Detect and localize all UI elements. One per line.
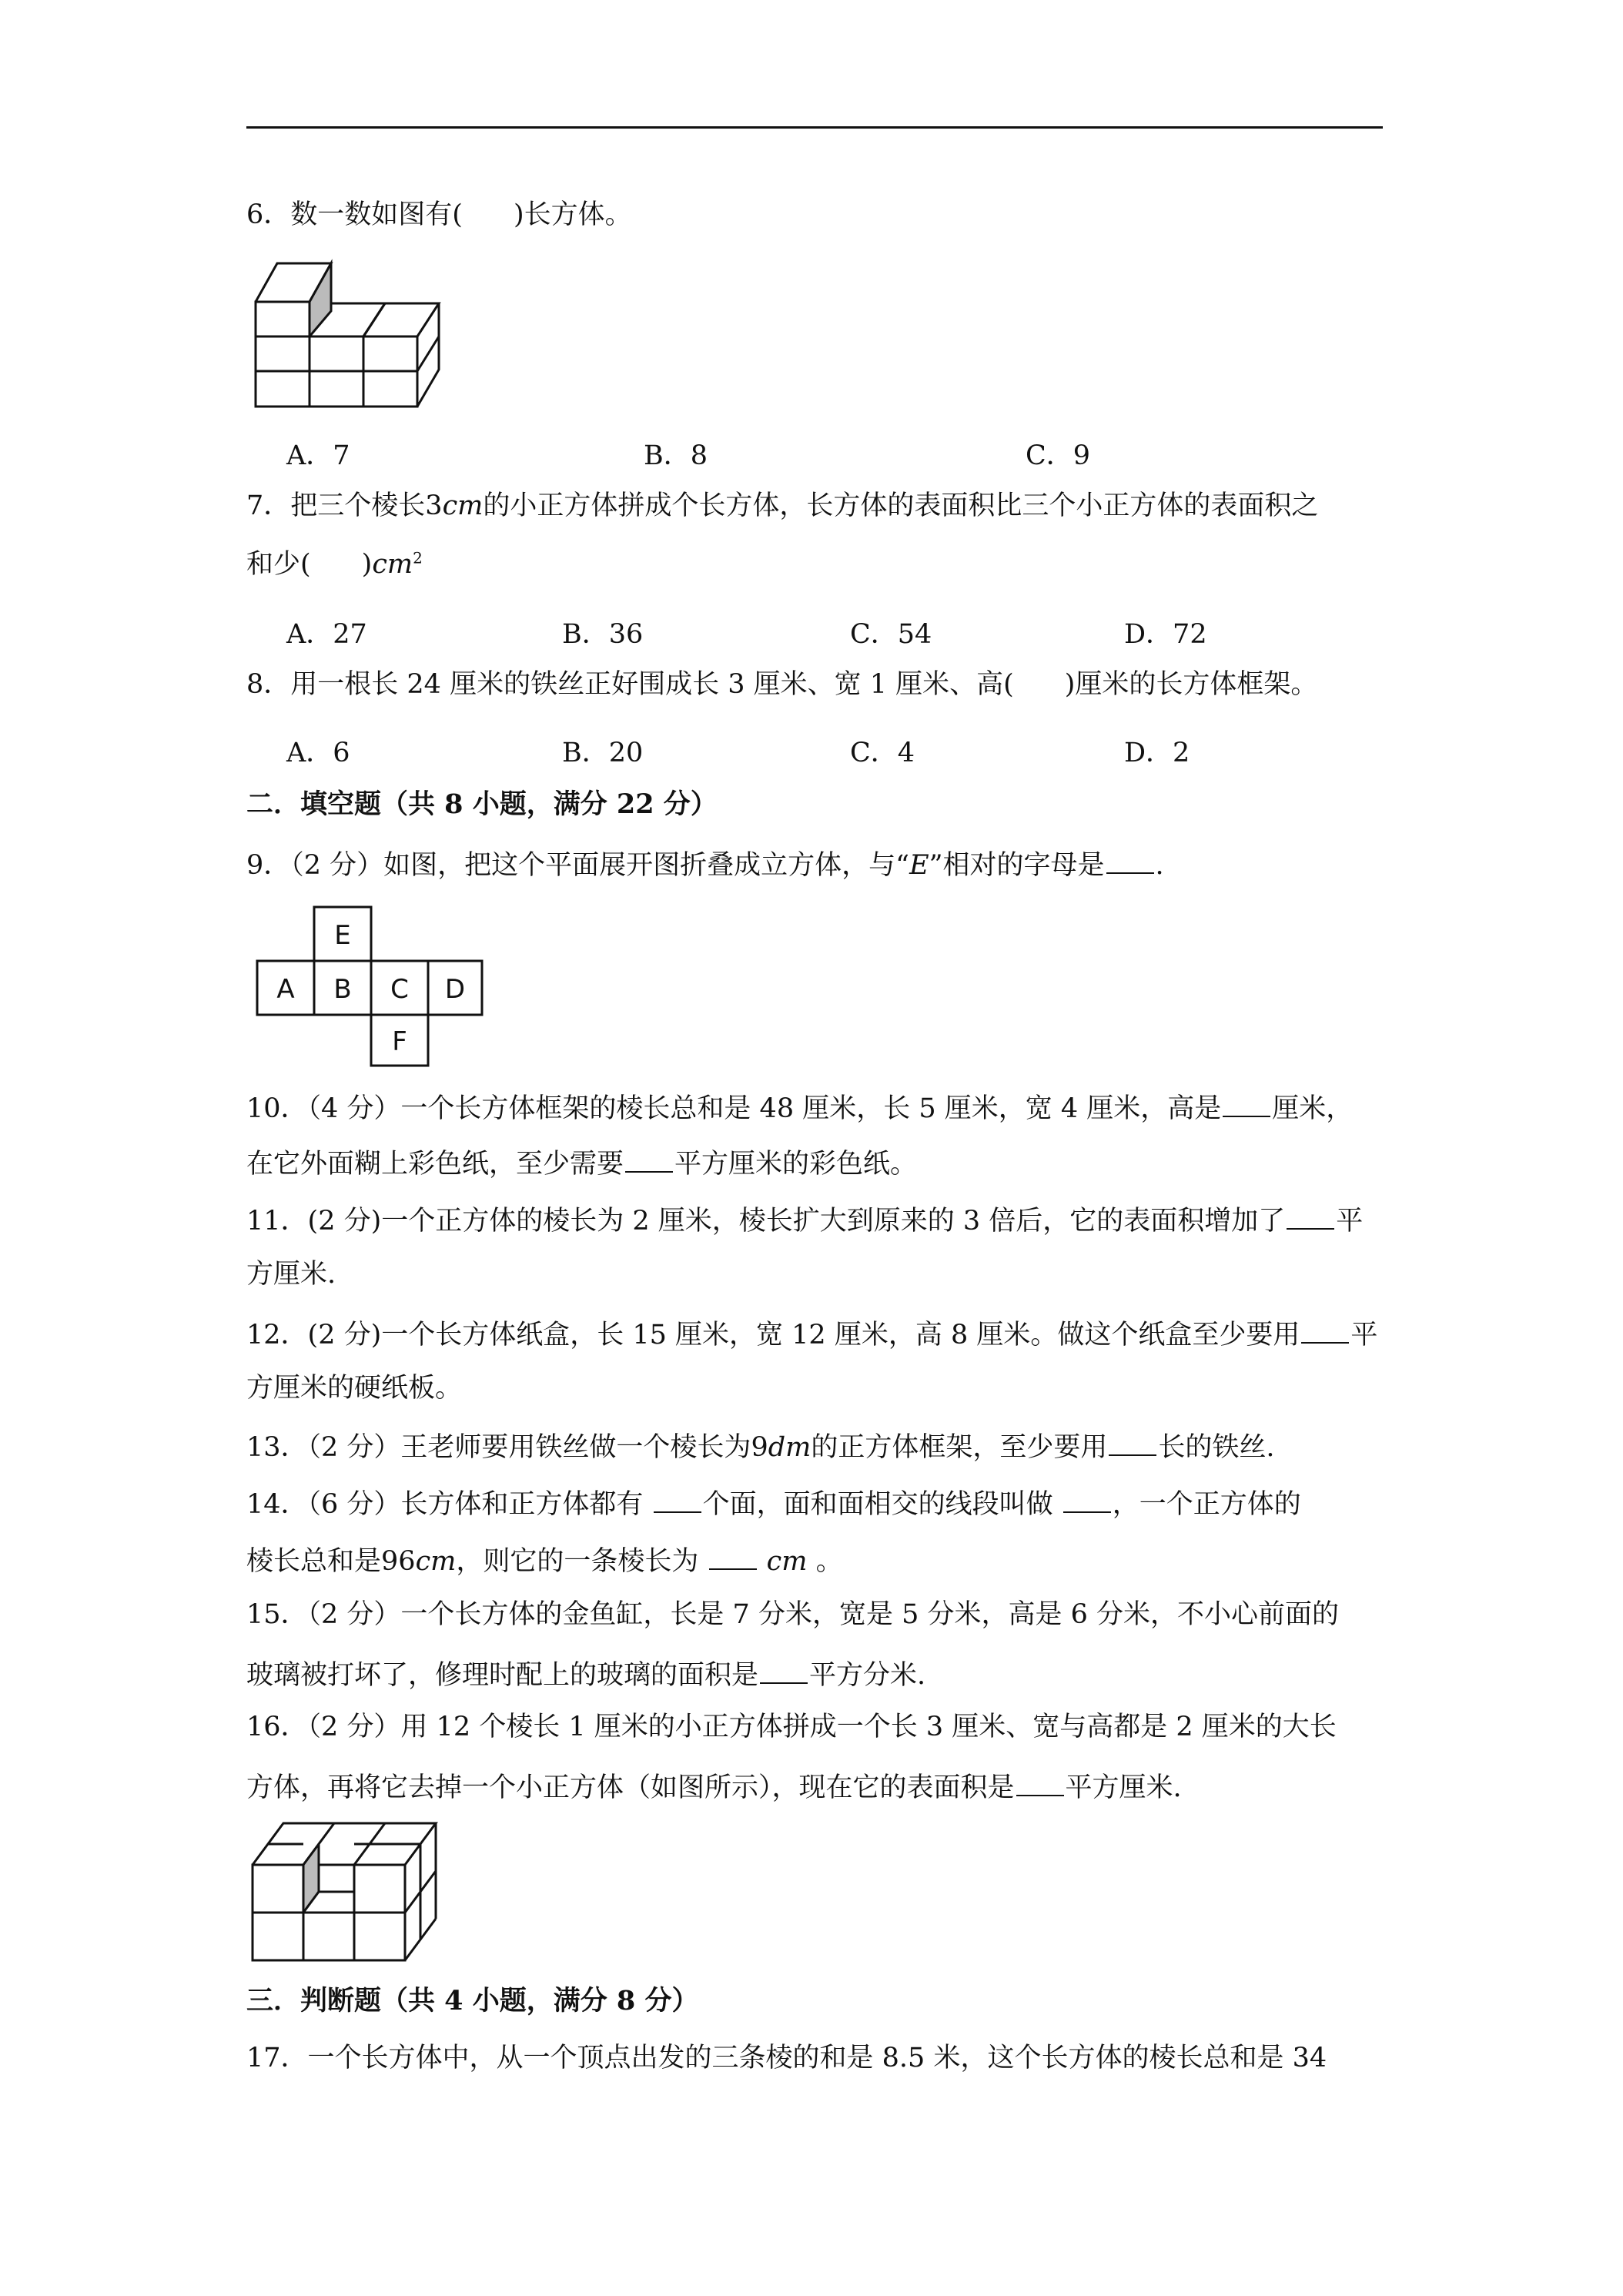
question-16-line-1: 16．（2 分）用 12 个棱长 1 厘米的小正方体拼成一个长 3 厘米、宽与高都是 2 厘米的大长 — [246, 1712, 1337, 1742]
q8-option-d[interactable]: D．2 — [1124, 738, 1190, 768]
q8-option-a[interactable]: A．6 — [286, 738, 350, 768]
question-12-line-1: 12．(2 分)一个长方体纸盒，长 15 厘米，宽 12 厘米，高 8 厘米。做这个纸盒至少要用 平 — [246, 1315, 1377, 1351]
q8-option-c[interactable]: C．4 — [850, 738, 915, 768]
net-label-a: A — [276, 974, 295, 1005]
question-11-line-1: 11．(2 分)一个正方体的棱长为 2 厘米，棱长扩大到原来的 3 倍后，它的表面积增加了 平 — [246, 1201, 1363, 1237]
q6-stacked-boxes-figure — [248, 257, 456, 411]
question-12-line-2: 方厘米的硬纸板。 — [246, 1373, 463, 1404]
q7-option-c[interactable]: C．54 — [850, 619, 932, 650]
net-label-d: D — [444, 974, 466, 1005]
question-17-line-1: 17．一个长方体中，从一个顶点出发的三条棱的和是 8.5 米，这个长方体的棱长总和是 34 — [246, 2043, 1327, 2073]
question-9: 9．（2 分）如图，把这个平面展开图折叠成立方体，与“E”相对的字母是 . — [246, 845, 1164, 882]
question-15-line-2: 玻璃被打坏了，修理时配上的玻璃的面积是 平方分米. — [246, 1655, 925, 1692]
net-label-c: C — [390, 974, 409, 1005]
section-2-heading: 二．填空题（共 8 小题，满分 22 分） — [246, 788, 718, 820]
q6-option-b[interactable]: B．8 — [644, 440, 708, 471]
question-10-line-1: 10．（4 分）一个长方体框架的棱长总和是 48 厘米，长 5 厘米，宽 4 厘米，高是 厘米， — [246, 1089, 1353, 1125]
question-14-line-2: 棱长总和是96cm，则它的一条棱长为 cm 。 — [246, 1541, 843, 1578]
q7-option-d[interactable]: D．72 — [1124, 619, 1207, 650]
question-7-line-2: 和少( )$cm^2$ — [246, 548, 423, 580]
q9-cube-net-figure — [254, 905, 485, 1067]
question-10-line-2: 在它外面糊上彩色纸，至少需要 平方厘米的彩色纸。 — [246, 1144, 917, 1180]
q6-option-a[interactable]: A．7 — [286, 440, 350, 471]
net-label-f: F — [392, 1026, 407, 1057]
question-11-line-2: 方厘米. — [246, 1259, 336, 1290]
question-15-line-1: 15．（2 分）一个长方体的金鱼缸，长是 7 分米，宽是 5 分米，高是 6 分米，不小心前面的 — [246, 1599, 1339, 1630]
question-16-line-2: 方体，再将它去掉一个小正方体（如图所示），现在它的表面积是 平方厘米. — [246, 1768, 1182, 1804]
question-6: 6．数一数如图有( )长方体。 — [246, 199, 632, 230]
question-13: 13．（2 分）王老师要用铁丝做一个棱长为9dm的正方体框架，至少要用 长的铁丝. — [246, 1427, 1274, 1464]
header-rule — [246, 126, 1383, 129]
question-8: 8．用一根长 24 厘米的铁丝正好围成长 3 厘米、宽 1 厘米、高( )厘米的长方体框架。 — [246, 669, 1318, 700]
section-3-heading: 三．判断题（共 4 小题，满分 8 分） — [246, 1985, 699, 2017]
q7-option-a[interactable]: A．27 — [286, 619, 367, 650]
net-label-e: E — [334, 920, 351, 951]
q8-option-b[interactable]: B．20 — [562, 738, 644, 768]
question-14-line-1: 14．（6 分）长方体和正方体都有 个面，面和面相交的线段叫做 ，一个正方体的 — [246, 1484, 1301, 1521]
q6-option-c[interactable]: C．9 — [1026, 440, 1091, 471]
q16-cuboid-with-missing-cube-figure — [248, 1819, 448, 1965]
question-7-line-1: 7．把三个棱长3cm的小正方体拼成个长方体，长方体的表面积比三个小正方体的表面积之 — [246, 490, 1319, 521]
q7-option-b[interactable]: B．36 — [562, 619, 644, 650]
net-label-b: B — [333, 974, 352, 1005]
